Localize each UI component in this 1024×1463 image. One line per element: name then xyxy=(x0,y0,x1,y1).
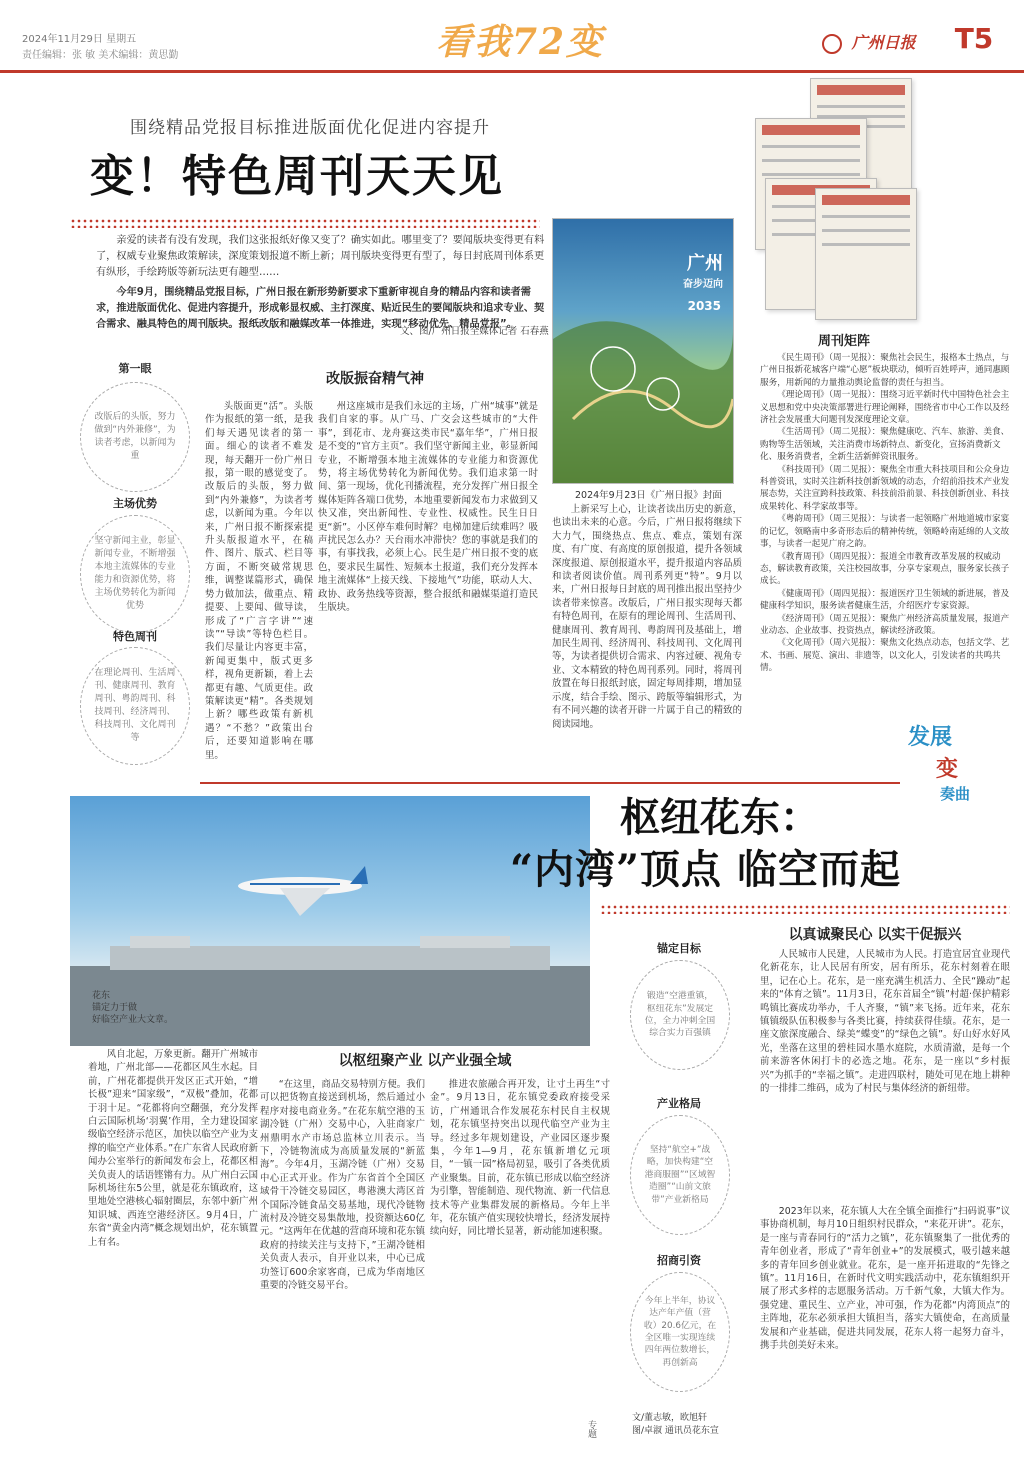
poster-year: 2035 xyxy=(687,299,721,313)
lead-intro xyxy=(96,233,546,337)
series-label-movement: 奏曲 xyxy=(940,785,971,803)
article-text: 2023年以来，花东镇人大在全镇全面推行“扫码说事”议事协商机制，每月10日组织村民群众，“来花开讲”。花东，是一座与青春同行的“活力之镇”，花东镇聚集了一批优秀的青年创业者，形成了“青年创业+”的发展模式，吸引越来越多的青年回乡创业就业。花东，是一座开拓进取的“先锋之镇”。11月16日，在新时代文明实践活动中，花东镇组织开展了形式多样的志愿服务活动。万千新气象，大镇大作为。强党建、重民生、立产业，冲可强，作为花都“内湾顶点”的主阵地，花东必须承担大镇担当，落实大镇使命，在高质量发展和产业基础，促进共同发展，花东人将一起努力奋斗，携手共创美好未来。 xyxy=(760,1206,1010,1352)
matrix-item: 《理论周刊》（周一见报）：围绕习近平新时代中国特色社会主义思想和党中央决策部署进行理论阐释，围绕省市中心工作以及经济社会发展重大问题刊发深度理论文章。 xyxy=(760,390,1010,426)
sidebar-head: 第一眼 xyxy=(118,362,152,375)
poster-subtitle: 奋步迈向 xyxy=(683,279,723,290)
matrix-item: 《经济周刊》（周五见报）：聚焦广州经济高质量发展，报道产业动态、企业故事、投资热点，解读经济政策。 xyxy=(760,613,1010,636)
page-number: T5 xyxy=(954,22,994,55)
article-column xyxy=(552,503,742,773)
poster-caption: 2024年9月23日《广州日报》封面 xyxy=(575,490,722,501)
article-column xyxy=(260,1078,425,1443)
article-column xyxy=(205,400,313,772)
article-column xyxy=(430,1078,610,1443)
intro-paragraph: 亲爱的读者有没有发现，我们这张报纸好像又变了？确实如此。哪里变了？要闻版块变得更有料了，权威专业聚焦政策解读，深度策划报道不断上新；周刊版块变得更有型了，每日封底周刊体系更有纵形，手绘跨版等新玩法更有趣型…… xyxy=(96,235,545,278)
article-text: 上新采写上心，让读者读出历史的新意，也读出未来的心意。今后，广州日报将继续下大力气，围绕热点、焦点、难点，策划有深度、有广度、有高度的原创报道，提升各领域深度报道、原创报道水平，提升报道内容品质和读者阅读价值。周刊系列更“特”。9月以来，广州日报每日封底的周刊推出报出坚持少读者带来惊喜。改版后，广州日报实现每天都有特色周刊，在原有的理论周刊、生活周刊、健康周刊、教育周刊、粤韵周刊及基础上，增加民生周刊、经济周刊、科技周刊、文化周刊等，为读者提供切合需求、内容过硬、视角专业、文本精致的特色周刊系列。同时，将周刊放置在每日报纸封底，固定每周排期，增加显示度，结合手绘、图示、跨版等编辑形式，为有不同兴趣的读者开辟一片属于自己的精致的阅读园地。 xyxy=(552,504,742,730)
poster-title xyxy=(683,249,723,290)
section-heading: 以枢纽聚产业 以产业强全域 xyxy=(338,1053,512,1069)
intro-paragraph: 今年9月，围绕精品党报目标，广州日报在新形势新要求下重新审视自身的精品内容和读者需求，推进版面优化、促进内容提升，形成彰显权威、主打深度、贴近民生的要闻版块和追求专业、契合需求、融具特色的周刊版块。报纸改版和融媒改革一体推进，实现“移动优先、精品党报”。 xyxy=(96,287,545,330)
article-text: 推进农旅融合再开发，让寸土再生“寸金”。9月13日，花东镇党委政府接受采访，广州通讯合作发展花东村民自主权规划，花东镇坚持突出以现代临空产业为主导。经过多年规划建设，产业园区逐步聚集，今年1—9月，花东镇新增亿元项目，“一镇一园”格局初显，吸引了各类优质产业聚集。目前，花东镇已形成以临空经济为引擎，智能制造、现代物流、新一代信息技术等产业集群发展的新格局。今年上半年，花东镇产值实现较快增长，经济发展持续向好，同比增长显著，新动能加速积聚。 xyxy=(430,1079,610,1238)
feature-headline-line2: “内湾”顶点 临空而起 xyxy=(510,846,901,893)
article-column xyxy=(760,948,1010,1203)
pill-circle: 坚持“航空+”战略，加快构建“空港商服圈”“区域智造圈”“山前文旅带”产业新格局 xyxy=(630,1115,730,1235)
feature-credit: 文/董志敏，欧旭轩 图/卓淑 通讯员花东宣 xyxy=(632,1413,719,1436)
article-text: 风自北起，万象更新。翻开广州城市着地，广州北部——花都区风生水起。目前，广州花都提供开发区正式开始，“增长极”迎来“国家级”，“双极”叠加，花都于羽十足。“花都将向空翻强，充分发挥白云国际机场‘羽翼’作用，全力建设国家级临空经济示范区，加快以临空产业为支撑的临空产业体系。”在广东省人民政府新闻办公室举行的新闻发布会上，花都区相关负责人的话语铿锵有力。从广州白云国际机场往东5公里，就是花东镇政府，这里地处空港核心辐射圈层，东邻中新广州知识城、西连空港经济区。9月4日，广东省“黄金内湾”概念规划出炉，花东镇置上有名。 xyxy=(88,1049,258,1248)
matrix-item: 《科技周刊》（周二见报）：聚焦全市重大科技项目和公众身边科普资讯，实时关注新科技创新领域的动态，介绍前沿技术产业发展态势，关注宣跨科技政策、科技前沿前景、科技创新创业、科技成果转化、科学家故事等。 xyxy=(760,464,1010,512)
article-column xyxy=(318,400,538,772)
dotted-divider xyxy=(70,218,540,228)
article-text: 人民城市人民建，人民城市为人民。打造宜居宜业现代化新花东，让人民居有所安，居有所乐，花东村刻着在眼里，记在心上。花东，是一座充满生机活力、全民“躁动”起来的“体育之镇”。11月3日，花东首届全“镇”村超·保护精彩鸣镇比赛成功举办，千人齐聚，“镇”来飞扬。近年来，花东镇镇级队伍积极参与各类比赛，持续获得佳绩。花东，是一座文旅深度融合、绿美“蝶变”的“绿色之镇”。好山好水好风光，坐落在这里的碧桂园水墨水庭院，水质清澈，是每一个前来游客休闲打卡的必选之地。花东，是一座以“乡村振兴”为抓手的“幸福之镇”。走进四联村，随处可见在地上耕种的一排排二维码，成为了村民与集体经济的新纽带。 xyxy=(760,949,1010,1095)
editor-credits: 责任编辑：张 敏 美术编辑：黄思勤 xyxy=(22,50,179,61)
feature-headline-line1: 枢纽花东： xyxy=(620,794,820,841)
sidebar-circle: 坚守新闻主业，彰显新闻专业，不断增强本地主流媒体的专业能力和资源优势，将主场优势转化为新闻优势 xyxy=(80,515,190,633)
pill-head: 招商引资 xyxy=(657,1254,701,1267)
series-label-development: 发展 xyxy=(908,724,953,750)
matrix-item: 《教育周刊》（周四见报）：报道全市教育改革发展的权威动态，解读教育政策，关注校园故事，分享专家观点，服务家长孩子成长。 xyxy=(760,551,1010,587)
weekly-thumbnails xyxy=(755,78,915,320)
section-divider xyxy=(200,782,900,784)
matrix-item: 《民生周刊》（周一见报）：聚焦社会民生，报格本土热点，与广州日报新花城客户端“心愿”板块联动，倾听百姓呼声，通同惠顾服务，用新闻的力量推动舆论监督的责任与担当。 xyxy=(760,353,1010,388)
pill-circle: 锻造“空港重镇，枢纽花东”发展定位，全力冲刺全国综合实力百强镇 xyxy=(630,960,730,1070)
photo-caption: 花东 锚定力于做 好临空产业大文章。 xyxy=(92,991,174,1025)
article-text: 头版面更“活”。头版作为报纸的第一纸，是我们每天遇见读者的第一面。细心的读者不难发现，每天翻开一份广州日报，第一眼的感觉变了。改版后的头版，努力做到“内外兼修”，为读者考虑，以新闻为重。今年以来，广州日报不断探索提升头版报道水平，在稿件、图片、版式、栏目等方面，不断突破常规思维，调整谋篇形式，确保势力做加法，做重点、精提要、上要闻、做导读，形成了“广言字讲”“速读”“导读”等特色栏目。我们尽量让内容更丰富，新闻更集中，版式更多样，视角更新颖，着上去都更有趣、气质更佳。政策解读更“精”。各类规划上新？哪些政策有新机遇？“不愁？”政策出台后，还要知道影响在哪里。 xyxy=(205,401,313,761)
section-heading: 改版振奋精气神 xyxy=(326,371,424,387)
lead-headline: 变！特色周刊天天见 xyxy=(90,151,504,202)
pill-head: 锚定目标 xyxy=(657,942,701,955)
thumbnail xyxy=(815,188,917,320)
dotted-divider xyxy=(600,904,1010,914)
issue-date: 2024年11月29日 星期五 xyxy=(22,34,137,45)
article-text: 州这座城市是我们永远的主场，广州“城事”就是我们自家的事。从广马、广交会这些城市的“大件事”，到花市、龙舟赛这类市民“嘉年华”，广州日报是不变的“官方主页”。我们坚守新闻主业，彰显新闻专业，不断增强本地主流媒体的专业能力和资源优势，将主场优势转化为新闻优势。我们追求第一时间、第一现场，优化刊播流程，充分发挥广州日报全媒体矩阵各端口优势，本地重要新闻发布力求做到又快又准，突出新闻性、专业性、权威性。民生日日更“新”。小区停车难何时解？电梯加建后续难吗？吸声扰民怎么办？天台雨水冲滞快？您的事就是我们的事，有事找我，必须上心。民生是广州日报不变的底色，要求民生属性、短频本土报道，我们充分发挥本地主流媒体“上接天线、下接地气”功能，联动人大、政协、政务热线等资源，整合报纸和融媒渠道打造民生版块。 xyxy=(318,401,538,614)
sidebar-head: 主场优势 xyxy=(113,497,157,510)
sidebar-circle: 在理论周刊、生活周刊、健康周刊、教育周刊、粤韵周刊、科技周刊、经济周刊、科技周刊、文化周刊等 xyxy=(80,647,190,765)
matrix-item: 《健康周刊》（周四见报）：报道医疗卫生领域的新进展，普及健康科学知识，服务读者健康生活，介绍医疗专家资源。 xyxy=(760,588,1010,612)
article-column xyxy=(88,1048,258,1443)
matrix-item: 《生活周刊》（周二见报）：聚焦健康吃、汽车、旅游、美食、购物等生活领域，关注消费市场新特点、新变化，宣扬消费新文化、服务消费者，全新生活新鲜资讯服务。 xyxy=(760,427,1010,463)
newspaper-logo xyxy=(822,30,916,54)
lead-kicker: 围绕精品党报目标推进版面优化促进内容提升 xyxy=(130,118,490,138)
article-column xyxy=(760,1205,1010,1450)
lead-byline: 文、图/广州日报全媒体记者 石春燕 xyxy=(400,326,549,337)
section-title: 看我72变 xyxy=(435,21,605,63)
pill-circle: 今年上半年，协议达产年产值（营收）20.6亿元，在全区唯一实现连续四年两位数增长，再创新高 xyxy=(630,1272,730,1392)
sidebar-circle: 改版后的头版，努力做到“内外兼修”，为读者考虑，以新闻为重 xyxy=(80,382,190,492)
pill-head: 产业格局 xyxy=(657,1097,701,1110)
poster-title-text: 广州 xyxy=(687,253,723,274)
series-label-change: 变 xyxy=(936,756,959,782)
matrix-item: 《粤韵周刊》（周三见报）：与读者一起领略广州地道城市家宴的记忆，领略南中多奇形态后的精神传统，领略岭南延绵的人文故事，与读者一起见广府之韵。 xyxy=(760,514,1010,550)
article-text: “在这里，商品交易特别方便。我们可以把货物直接送到机场，然后通过小程序对接电商业务。”在花东航空港的玉湖冷链（广州）交易中心，入驻商家广州鼎明水产市场总监林立川表示。当下，冷链物流成为高质量发展的“新蓝海”。今年4月，玉湖冷链（广州）交易中心正式开业。作为广东省首个全国区域骨干冷链交易园区，粤港澳大湾区首个国际冷链食品交易基地，现代冷链物流村及冷链交易集散地，投资额达60亿元。“这两年在优越的营商环境和花东镇政府的持续关注与支持下，”王湖冷链相关负责人表示，自开业以来，中心已成功签订600余家客商，已成为华南地区重要的冷链交易平台。 xyxy=(260,1079,425,1292)
special-tag: 专题 xyxy=(586,1420,596,1438)
weekly-matrix-list xyxy=(760,352,1010,675)
masthead-rule xyxy=(0,70,1024,73)
section-heading: 以真诚聚民心 以实干促振兴 xyxy=(788,927,962,943)
cover-poster xyxy=(552,218,734,484)
sidebar-head: 特色周刊 xyxy=(113,630,157,643)
logo-text: 广州日报 xyxy=(851,33,916,52)
matrix-title: 周刊矩阵 xyxy=(818,334,871,349)
logo-icon xyxy=(822,34,842,54)
matrix-item: 《文化周刊》（周六见报）：聚焦文化热点动态，包括文学、艺术、书画、展览、演出、非遗等，以文化人，引发读者的共鸣共情。 xyxy=(760,638,1010,674)
